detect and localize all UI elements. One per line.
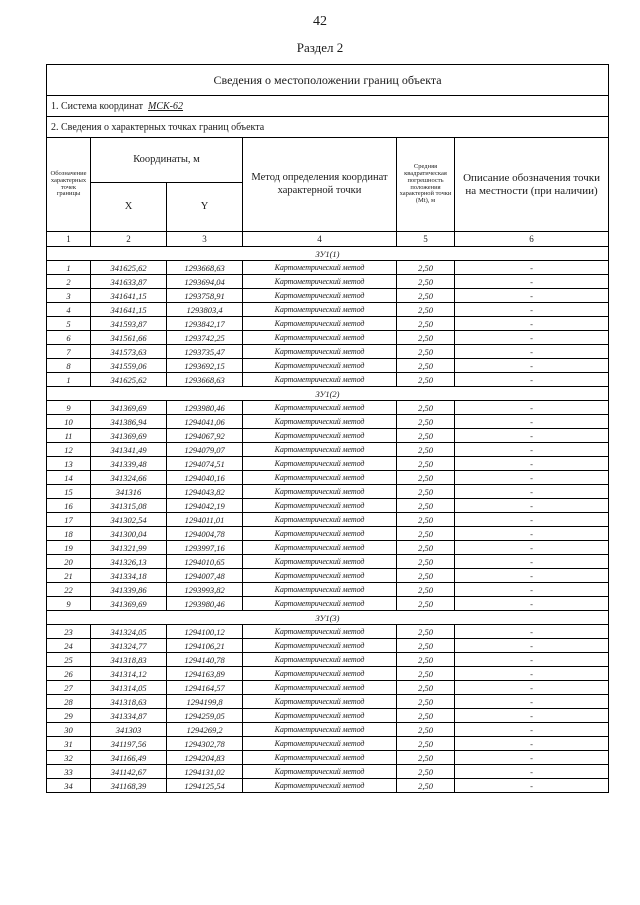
header-y: Y: [167, 183, 243, 232]
x-coordinate: 341641,15: [91, 289, 167, 303]
parcel-group-label: ЗУ1(3): [47, 611, 609, 625]
description: -: [455, 541, 609, 555]
y-coordinate: 1294004,78: [167, 527, 243, 541]
boundary-points-table: [46, 64, 609, 793]
description: -: [455, 261, 609, 275]
point-number: 27: [47, 681, 91, 695]
point-number: 24: [47, 639, 91, 653]
x-coordinate: 341341,49: [91, 443, 167, 457]
header-accuracy: Средняя квадратическая погрешность положения характерной точки (Mt), м: [397, 138, 455, 232]
accuracy: 2,50: [397, 415, 455, 429]
y-coordinate: 1293742,25: [167, 331, 243, 345]
method: Картометрический метод: [243, 303, 397, 317]
x-coordinate: 341142,67: [91, 765, 167, 779]
point-number: 11: [47, 429, 91, 443]
y-coordinate: 1293668,63: [167, 373, 243, 387]
table-row: [47, 457, 609, 471]
y-coordinate: 1294269,2: [167, 723, 243, 737]
header-description: Описание обозначения точки на местности (при наличии): [455, 138, 609, 232]
description: -: [455, 681, 609, 695]
description: -: [455, 737, 609, 751]
table-row: [47, 667, 609, 681]
method: Картометрический метод: [243, 443, 397, 457]
description: -: [455, 667, 609, 681]
point-number: 21: [47, 569, 91, 583]
description: -: [455, 359, 609, 373]
x-coordinate: 341559,06: [91, 359, 167, 373]
method: Картометрический метод: [243, 261, 397, 275]
description: -: [455, 443, 609, 457]
accuracy: 2,50: [397, 597, 455, 611]
y-coordinate: 1294007,48: [167, 569, 243, 583]
method: Картометрический метод: [243, 401, 397, 415]
y-coordinate: 1294074,51: [167, 457, 243, 471]
y-coordinate: 1293993,82: [167, 583, 243, 597]
accuracy: 2,50: [397, 429, 455, 443]
table-row: [47, 723, 609, 737]
x-coordinate: 341625,62: [91, 261, 167, 275]
description: -: [455, 765, 609, 779]
accuracy: 2,50: [397, 317, 455, 331]
table-row: [47, 625, 609, 639]
description: -: [455, 275, 609, 289]
description: -: [455, 527, 609, 541]
method: Картометрический метод: [243, 751, 397, 765]
x-coordinate: 341197,56: [91, 737, 167, 751]
accuracy: 2,50: [397, 359, 455, 373]
description: -: [455, 345, 609, 359]
accuracy: 2,50: [397, 681, 455, 695]
accuracy: 2,50: [397, 709, 455, 723]
x-coordinate: 341561,66: [91, 331, 167, 345]
x-coordinate: 341369,69: [91, 401, 167, 415]
y-coordinate: 1293694,04: [167, 275, 243, 289]
point-number: 22: [47, 583, 91, 597]
y-coordinate: 1293803,4: [167, 303, 243, 317]
method: Картометрический метод: [243, 527, 397, 541]
y-coordinate: 1294204,83: [167, 751, 243, 765]
x-coordinate: 341303: [91, 723, 167, 737]
description: -: [455, 303, 609, 317]
method: Картометрический метод: [243, 457, 397, 471]
x-coordinate: 341369,69: [91, 429, 167, 443]
y-coordinate: 1294302,78: [167, 737, 243, 751]
accuracy: 2,50: [397, 513, 455, 527]
point-number: 12: [47, 443, 91, 457]
method: Картометрический метод: [243, 331, 397, 345]
description: -: [455, 709, 609, 723]
header-coordinates: Координаты, м: [91, 138, 243, 183]
description: -: [455, 639, 609, 653]
accuracy: 2,50: [397, 275, 455, 289]
description: -: [455, 331, 609, 345]
y-coordinate: 1294011,01: [167, 513, 243, 527]
y-coordinate: 1293997,16: [167, 541, 243, 555]
point-number: 31: [47, 737, 91, 751]
table-row: [47, 597, 609, 611]
point-number: 2: [47, 275, 91, 289]
table-row: [47, 513, 609, 527]
x-coordinate: 341321,99: [91, 541, 167, 555]
table-row: [47, 709, 609, 723]
point-number: 20: [47, 555, 91, 569]
method: Картометрический метод: [243, 275, 397, 289]
accuracy: 2,50: [397, 373, 455, 387]
header-x: X: [91, 183, 167, 232]
point-number: 19: [47, 541, 91, 555]
description: -: [455, 695, 609, 709]
x-coordinate: 341316: [91, 485, 167, 499]
x-coordinate: 341324,05: [91, 625, 167, 639]
parcel-group-row: [47, 611, 609, 625]
x-coordinate: 341318,63: [91, 695, 167, 709]
x-coordinate: 341641,15: [91, 303, 167, 317]
accuracy: 2,50: [397, 653, 455, 667]
description: -: [455, 415, 609, 429]
x-coordinate: 341318,83: [91, 653, 167, 667]
y-coordinate: 1294010,65: [167, 555, 243, 569]
point-number: 1: [47, 373, 91, 387]
description: -: [455, 723, 609, 737]
column-number: 4: [243, 232, 397, 247]
x-coordinate: 341314,05: [91, 681, 167, 695]
column-number: 2: [91, 232, 167, 247]
y-coordinate: 1294040,16: [167, 471, 243, 485]
y-coordinate: 1293758,91: [167, 289, 243, 303]
method: Картометрический метод: [243, 569, 397, 583]
section-title: Раздел 2: [296, 40, 344, 55]
table-row: [47, 583, 609, 597]
page-number: 42: [313, 14, 327, 29]
y-coordinate: 1294100,12: [167, 625, 243, 639]
x-coordinate: 341326,13: [91, 555, 167, 569]
method: Картометрический метод: [243, 541, 397, 555]
header-method: Метод определения координат характерной точки: [243, 138, 397, 232]
table-row: [47, 555, 609, 569]
table-row: [47, 527, 609, 541]
point-number: 15: [47, 485, 91, 499]
y-coordinate: 1294163,89: [167, 667, 243, 681]
point-number: 5: [47, 317, 91, 331]
y-coordinate: 1294140,78: [167, 653, 243, 667]
description: -: [455, 289, 609, 303]
coord-system-value: МСК-62: [148, 100, 184, 112]
table-row: [47, 765, 609, 779]
table-row: [47, 373, 609, 387]
column-number: 5: [397, 232, 455, 247]
table-row: [47, 401, 609, 415]
point-number: 13: [47, 457, 91, 471]
method: Картометрический метод: [243, 471, 397, 485]
point-number: 33: [47, 765, 91, 779]
description: -: [455, 429, 609, 443]
point-number: 16: [47, 499, 91, 513]
accuracy: 2,50: [397, 541, 455, 555]
description: -: [455, 401, 609, 415]
point-number: 8: [47, 359, 91, 373]
description: -: [455, 779, 609, 793]
point-number: 9: [47, 597, 91, 611]
accuracy: 2,50: [397, 471, 455, 485]
method: Картометрический метод: [243, 583, 397, 597]
y-coordinate: 1293692,15: [167, 359, 243, 373]
accuracy: 2,50: [397, 555, 455, 569]
table-row: [47, 541, 609, 555]
description: -: [455, 625, 609, 639]
accuracy: 2,50: [397, 303, 455, 317]
y-coordinate: 1293980,46: [167, 401, 243, 415]
accuracy: 2,50: [397, 583, 455, 597]
description: -: [455, 555, 609, 569]
description: -: [455, 373, 609, 387]
x-coordinate: 341315,08: [91, 499, 167, 513]
method: Картометрический метод: [243, 485, 397, 499]
y-coordinate: 1294199,8: [167, 695, 243, 709]
accuracy: 2,50: [397, 569, 455, 583]
description: -: [455, 317, 609, 331]
table-row: [47, 429, 609, 443]
point-number: 34: [47, 779, 91, 793]
accuracy: 2,50: [397, 625, 455, 639]
table-row: [47, 471, 609, 485]
table-row: [47, 303, 609, 317]
parcel-group-label: ЗУ1(1): [47, 247, 609, 261]
method: Картометрический метод: [243, 415, 397, 429]
method: Картометрический метод: [243, 513, 397, 527]
description: -: [455, 569, 609, 583]
y-coordinate: 1294041,06: [167, 415, 243, 429]
point-number: 26: [47, 667, 91, 681]
accuracy: 2,50: [397, 751, 455, 765]
method: Картометрический метод: [243, 373, 397, 387]
y-coordinate: 1294131,02: [167, 765, 243, 779]
method: Картометрический метод: [243, 765, 397, 779]
accuracy: 2,50: [397, 345, 455, 359]
description: -: [455, 597, 609, 611]
point-number: 28: [47, 695, 91, 709]
x-coordinate: 341300,04: [91, 527, 167, 541]
table-row: [47, 779, 609, 793]
x-coordinate: 341168,39: [91, 779, 167, 793]
x-coordinate: 341339,86: [91, 583, 167, 597]
x-coordinate: 341324,77: [91, 639, 167, 653]
method: Картометрический метод: [243, 317, 397, 331]
x-coordinate: 341386,94: [91, 415, 167, 429]
accuracy: 2,50: [397, 499, 455, 513]
table-row: [47, 345, 609, 359]
accuracy: 2,50: [397, 443, 455, 457]
description: -: [455, 653, 609, 667]
point-number: 10: [47, 415, 91, 429]
point-number: 18: [47, 527, 91, 541]
point-number: 17: [47, 513, 91, 527]
description: -: [455, 513, 609, 527]
table-row: [47, 569, 609, 583]
coord-system-row: [47, 96, 609, 117]
x-coordinate: 341573,63: [91, 345, 167, 359]
table-row: [47, 737, 609, 751]
method: Картометрический метод: [243, 429, 397, 443]
method: Картометрический метод: [243, 737, 397, 751]
method: Картометрический метод: [243, 345, 397, 359]
point-number: 6: [47, 331, 91, 345]
accuracy: 2,50: [397, 779, 455, 793]
table-row: [47, 289, 609, 303]
description: -: [455, 471, 609, 485]
point-number: 32: [47, 751, 91, 765]
column-number: 3: [167, 232, 243, 247]
x-coordinate: 341369,69: [91, 597, 167, 611]
table-row: [47, 695, 609, 709]
accuracy: 2,50: [397, 527, 455, 541]
description: -: [455, 583, 609, 597]
table-row: [47, 443, 609, 457]
header-designation: Обозначение характерных точек границы: [47, 138, 91, 232]
x-coordinate: 341334,87: [91, 709, 167, 723]
accuracy: 2,50: [397, 289, 455, 303]
method: Картометрический метод: [243, 653, 397, 667]
points-heading: 2. Сведения о характерных точках границ объекта: [47, 117, 609, 138]
point-number: 14: [47, 471, 91, 485]
column-number: 6: [455, 232, 609, 247]
x-coordinate: 341625,62: [91, 373, 167, 387]
table-row: [47, 653, 609, 667]
table-row: [47, 499, 609, 513]
table-row: [47, 331, 609, 345]
y-coordinate: 1294106,21: [167, 639, 243, 653]
method: Картометрический метод: [243, 289, 397, 303]
method: Картометрический метод: [243, 723, 397, 737]
method: Картометрический метод: [243, 555, 397, 569]
x-coordinate: 341314,12: [91, 667, 167, 681]
accuracy: 2,50: [397, 723, 455, 737]
table-row: [47, 317, 609, 331]
x-coordinate: 341593,87: [91, 317, 167, 331]
parcel-group-row: [47, 387, 609, 401]
table-row: [47, 681, 609, 695]
method: Картометрический метод: [243, 359, 397, 373]
column-number: 1: [47, 232, 91, 247]
y-coordinate: 1293735,47: [167, 345, 243, 359]
accuracy: 2,50: [397, 737, 455, 751]
x-coordinate: 341633,87: [91, 275, 167, 289]
point-number: 3: [47, 289, 91, 303]
method: Картометрический метод: [243, 639, 397, 653]
description: -: [455, 751, 609, 765]
y-coordinate: 1294164,57: [167, 681, 243, 695]
point-number: 4: [47, 303, 91, 317]
y-coordinate: 1293842,17: [167, 317, 243, 331]
table-row: [47, 485, 609, 499]
method: Картометрический метод: [243, 499, 397, 513]
method: Картометрический метод: [243, 779, 397, 793]
point-number: 30: [47, 723, 91, 737]
accuracy: 2,50: [397, 485, 455, 499]
parcel-group-row: [47, 247, 609, 261]
accuracy: 2,50: [397, 457, 455, 471]
y-coordinate: 1294259,05: [167, 709, 243, 723]
parcel-group-label: ЗУ1(2): [47, 387, 609, 401]
accuracy: 2,50: [397, 261, 455, 275]
method: Картометрический метод: [243, 695, 397, 709]
method: Картометрический метод: [243, 667, 397, 681]
method: Картометрический метод: [243, 709, 397, 723]
y-coordinate: 1294042,19: [167, 499, 243, 513]
x-coordinate: 341339,48: [91, 457, 167, 471]
point-number: 7: [47, 345, 91, 359]
accuracy: 2,50: [397, 765, 455, 779]
method: Картометрический метод: [243, 597, 397, 611]
y-coordinate: 1293980,46: [167, 597, 243, 611]
coord-system-label: 1. Система координат: [51, 100, 144, 112]
table-row: [47, 261, 609, 275]
table-row: [47, 415, 609, 429]
y-coordinate: 1293668,63: [167, 261, 243, 275]
description: -: [455, 457, 609, 471]
table-row: [47, 639, 609, 653]
y-coordinate: 1294079,07: [167, 443, 243, 457]
point-number: 29: [47, 709, 91, 723]
column-numbers-row: [47, 232, 609, 247]
table-title: Сведения о местоположении границ объекта: [47, 65, 609, 96]
x-coordinate: 341334,18: [91, 569, 167, 583]
y-coordinate: 1294043,82: [167, 485, 243, 499]
accuracy: 2,50: [397, 331, 455, 345]
point-number: 23: [47, 625, 91, 639]
table-row: [47, 359, 609, 373]
table-row: [47, 275, 609, 289]
y-coordinate: 1294067,92: [167, 429, 243, 443]
accuracy: 2,50: [397, 639, 455, 653]
accuracy: 2,50: [397, 667, 455, 681]
table-row: [47, 751, 609, 765]
x-coordinate: 341302,54: [91, 513, 167, 527]
accuracy: 2,50: [397, 695, 455, 709]
point-number: 25: [47, 653, 91, 667]
point-number: 9: [47, 401, 91, 415]
accuracy: 2,50: [397, 401, 455, 415]
point-number: 1: [47, 261, 91, 275]
y-coordinate: 1294125,54: [167, 779, 243, 793]
x-coordinate: 341324,66: [91, 471, 167, 485]
description: -: [455, 485, 609, 499]
method: Картометрический метод: [243, 625, 397, 639]
method: Картометрический метод: [243, 681, 397, 695]
description: -: [455, 499, 609, 513]
x-coordinate: 341166,49: [91, 751, 167, 765]
